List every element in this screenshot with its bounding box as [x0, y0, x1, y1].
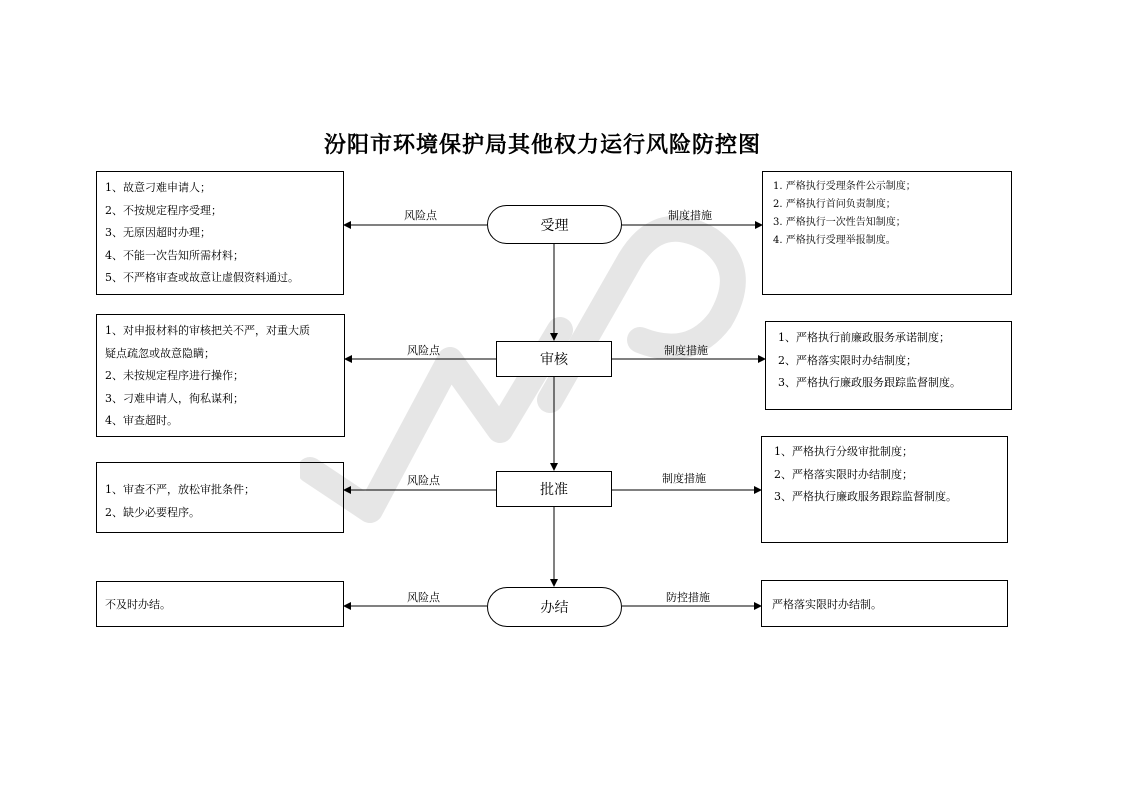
measure-box-complete: [761, 580, 1008, 627]
measure-item: 1. 严格执行受理条件公示制度；: [773, 181, 916, 192]
risk-label: 风险点: [404, 209, 437, 222]
risk-item: 2、缺少必要程序。: [105, 505, 200, 519]
risk-item: 3、无原因超时办理；: [105, 226, 211, 239]
risk-item: 3、刁难申请人，徇私谋利；: [105, 391, 244, 405]
measure-item: 4. 严格执行受理举报制度。: [773, 235, 896, 246]
risk-item: 1、对申报材料的审核把关不严，对重大质: [105, 324, 310, 337]
risk-box-complete: [96, 581, 344, 627]
measure-item: 3、严格执行廉政服务跟踪监督制度。: [778, 376, 961, 389]
node-review: 审核: [496, 341, 612, 377]
measure-box-approve: [761, 436, 1008, 543]
risk-item: 2、不按规定程序受理；: [105, 203, 222, 217]
measure-item: 3、严格执行廉政服务跟踪监督制度。: [774, 490, 957, 503]
risk-item: 2、未按规定程序进行操作；: [105, 369, 244, 382]
risk-label: 风险点: [407, 591, 440, 604]
risk-item: 4、不能一次告知所需材料；: [105, 248, 244, 262]
measure-item: 2、严格落实限时办结制度；: [778, 353, 917, 367]
risk-label: 风险点: [407, 344, 440, 357]
measure-item: 1、严格执行分级审批制度；: [774, 445, 913, 458]
measure-label: 制度措施: [668, 209, 712, 222]
node-accept: 受理: [487, 205, 622, 244]
measure-box-accept: [762, 171, 1012, 295]
risk-item: 1、审查不严，放松审批条件；: [105, 483, 255, 496]
measure-box-review: [765, 321, 1012, 410]
risk-item: 4、审查超时。: [105, 414, 178, 427]
measure-item: 3. 严格执行一次性告知制度；: [773, 217, 906, 228]
page-title: 汾阳市环境保护局其他权力运行风险防控图: [323, 132, 761, 158]
risk-label: 风险点: [407, 474, 440, 487]
measure-item: 2、严格落实限时办结制度；: [774, 467, 913, 481]
measure-label: 制度措施: [664, 344, 708, 357]
risk-item: 疑点疏忽或故意隐瞒；: [105, 346, 215, 360]
measure-label: 制度措施: [662, 472, 706, 485]
node-complete: 办结: [487, 587, 622, 627]
risk-item: 5、不严格审查或故意让虚假资料通过。: [105, 271, 299, 284]
risk-item: 1、故意刁难申请人；: [105, 181, 211, 194]
risk-box-accept: [96, 171, 344, 295]
measure-item: 严格落实限时办结制。: [772, 598, 882, 611]
measure-item: 1、严格执行前廉政服务承诺制度；: [778, 331, 950, 344]
measure-label: 防控措施: [666, 591, 710, 604]
node-approve: 批准: [496, 471, 612, 507]
risk-box-approve: [96, 462, 344, 533]
risk-box-review: [96, 314, 345, 437]
measure-item: 2. 严格执行首问负责制度；: [773, 199, 896, 210]
risk-item: 不及时办结。: [105, 598, 171, 611]
